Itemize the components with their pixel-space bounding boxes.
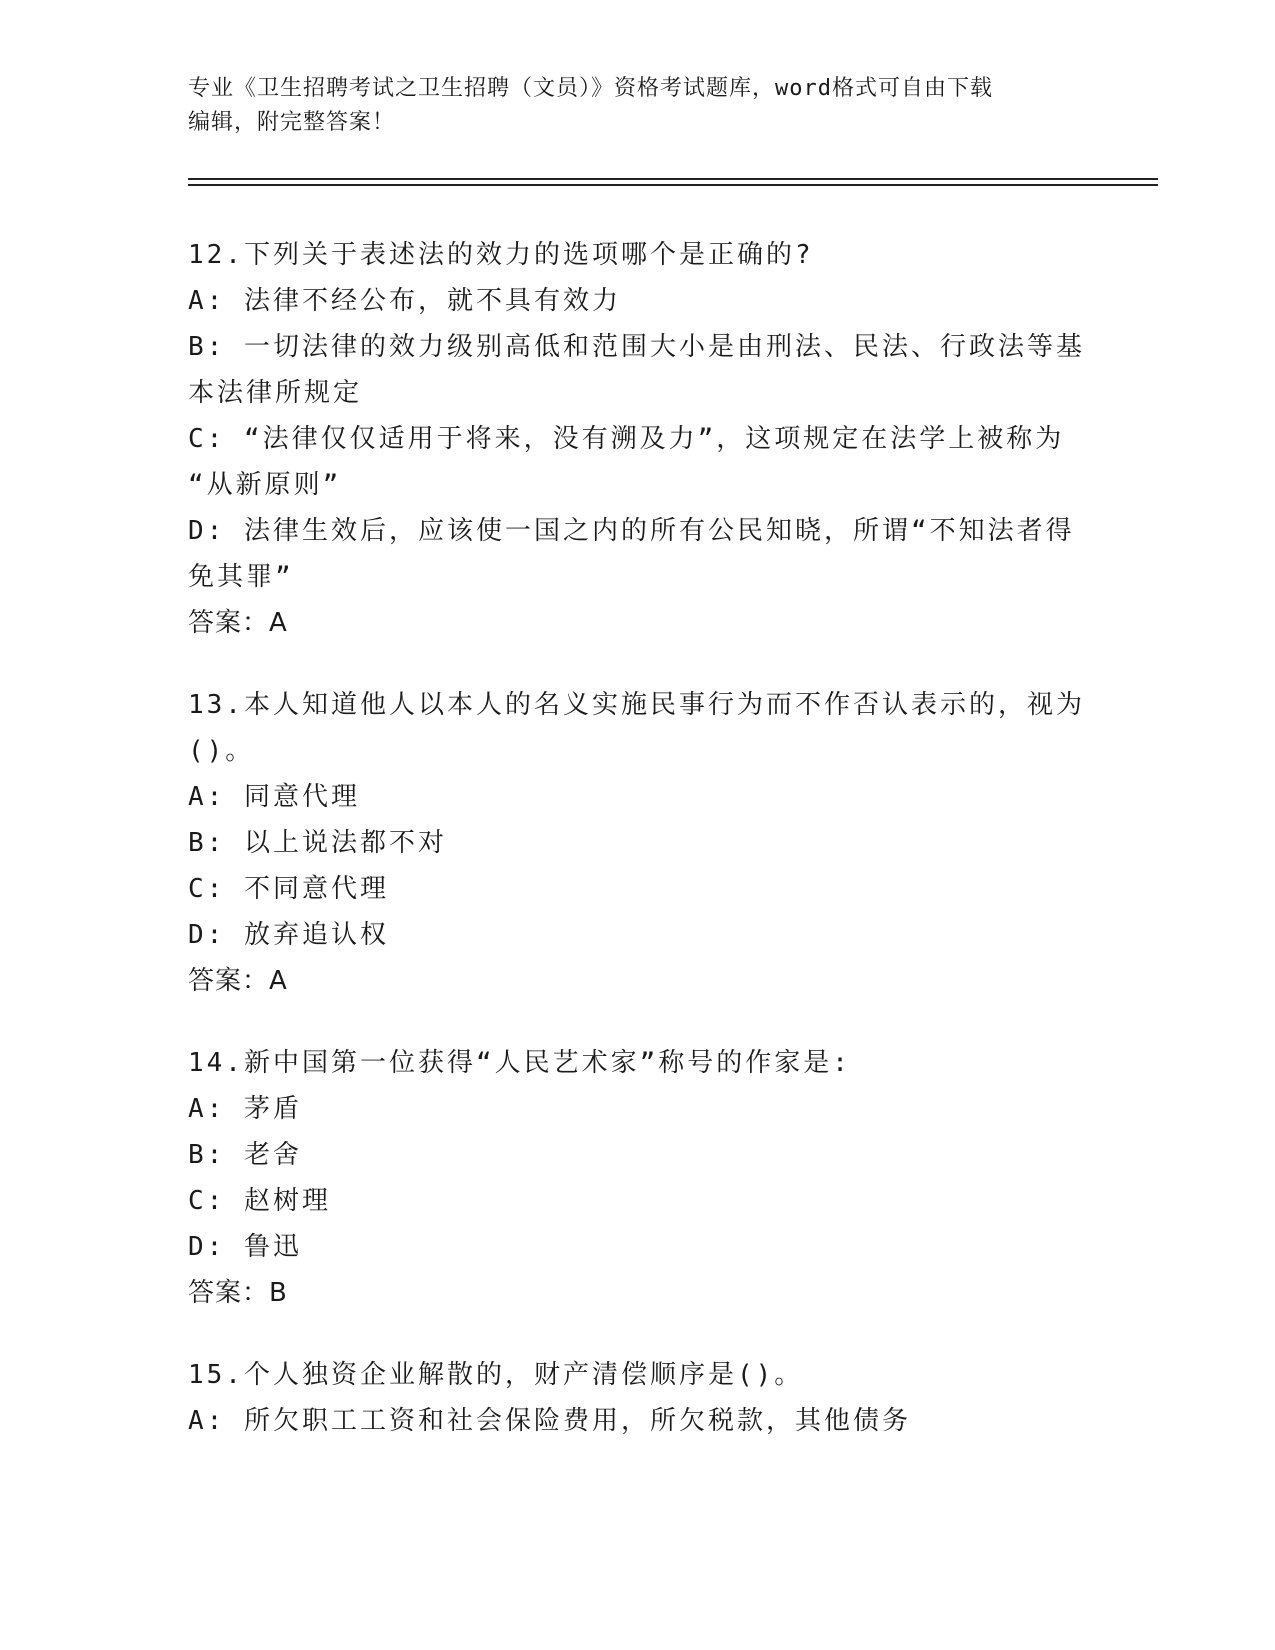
option-b: B: 老舍	[188, 1140, 302, 1170]
option-c: C: “法律仅仅适用于将来，没有溯及力”，这项规定在法学上被称为	[188, 424, 1065, 454]
answer: 答案：B	[188, 1278, 288, 1308]
option-b: B: 以上说法都不对	[188, 828, 447, 858]
option-a: A: 茅盾	[188, 1094, 302, 1124]
document-header	[188, 72, 1088, 140]
question-stem: 12.下列关于表述法的效力的选项哪个是正确的?	[188, 240, 814, 270]
question-stem: 13.本人知道他人以本人的名义实施民事行为而不作否认表示的，视为	[188, 690, 1085, 720]
header-divider-bottom	[188, 184, 1158, 186]
option-c-continued: “从新原则”	[188, 470, 342, 500]
option-d: D: 放弃追认权	[188, 920, 389, 950]
option-b-continued: 本法律所规定	[188, 378, 363, 408]
question-stem: 15.个人独资企业解散的，财产清偿顺序是()。	[188, 1360, 804, 1390]
header-line-2: 编辑，附完整答案！	[188, 110, 396, 135]
option-a: A: 同意代理	[188, 782, 360, 812]
question-13	[188, 682, 1088, 1004]
header-divider-top	[188, 178, 1158, 180]
question-15	[188, 1352, 1088, 1444]
option-c: C: 不同意代理	[188, 874, 389, 904]
question-stem: 14.新中国第一位获得“人民艺术家”称号的作家是:	[188, 1048, 851, 1078]
answer: 答案：A	[188, 966, 288, 996]
option-d-continued: 免其罪”	[188, 562, 294, 592]
question-14	[188, 1040, 1088, 1316]
option-c: C: 赵树理	[188, 1186, 331, 1216]
option-d: D: 鲁迅	[188, 1232, 302, 1262]
option-d: D: 法律生效后，应该使一国之内的所有公民知晓，所谓“不知法者得	[188, 516, 1075, 546]
option-b: B: 一切法律的效力级别高低和范围大小是由刑法、民法、行政法等基	[188, 332, 1085, 362]
option-a: A: 所欠职工工资和社会保险费用，所欠税款，其他债务	[188, 1406, 911, 1436]
question-12	[188, 232, 1088, 646]
question-list	[188, 232, 1088, 1480]
option-a: A: 法律不经公布，就不具有效力	[188, 286, 621, 316]
question-stem-continued: ()。	[188, 736, 255, 766]
header-line-1: 专业《卫生招聘考试之卫生招聘（文员）》资格考试题库，word格式可自由下载	[188, 76, 993, 101]
answer: 答案：A	[188, 608, 288, 638]
